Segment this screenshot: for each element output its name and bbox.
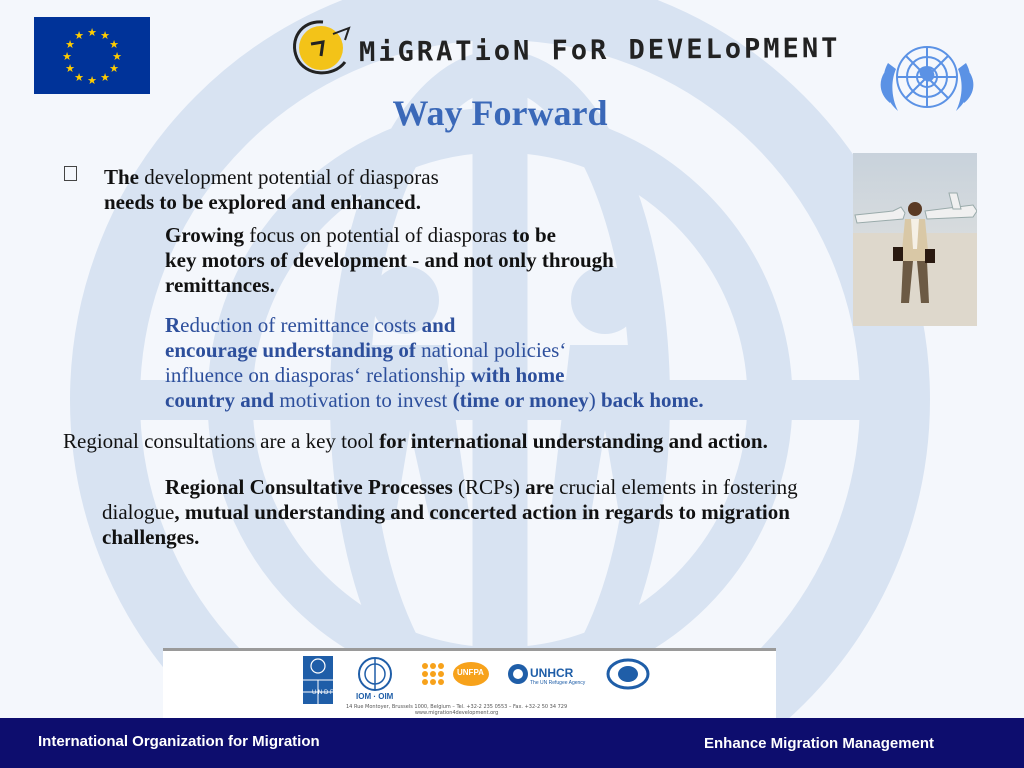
text-bold: key motors of development - and not only through bbox=[165, 248, 614, 272]
svg-text:★: ★ bbox=[100, 71, 110, 84]
undp-label: U N D P bbox=[312, 690, 335, 696]
unfpa-label: UNFPA bbox=[457, 668, 484, 677]
divider bbox=[163, 648, 776, 651]
ilo-logo bbox=[608, 660, 648, 688]
svg-text:★: ★ bbox=[62, 50, 72, 63]
traveler-photo bbox=[853, 153, 977, 326]
sub-point-growing-focus bbox=[165, 223, 614, 298]
svg-text:★: ★ bbox=[112, 50, 122, 63]
footer-bar bbox=[0, 718, 1024, 768]
partner-logos-strip bbox=[163, 648, 776, 720]
text-regular: ) bbox=[588, 388, 601, 412]
text-regular: Regional consultations are a key tool bbox=[63, 429, 380, 453]
text-bold: , mutual understanding and concerted action in regards to migration bbox=[174, 500, 790, 524]
text-regular: (RCPs) bbox=[452, 475, 526, 499]
text-regular: influence on diasporas‘ relationship bbox=[165, 363, 471, 387]
undp-logo bbox=[303, 656, 333, 704]
text-regular: crucial elements in fostering bbox=[553, 475, 798, 499]
regional-consultations-text bbox=[63, 429, 768, 454]
svg-text:★: ★ bbox=[109, 62, 119, 75]
text-regular: focus on potential of diasporas bbox=[243, 223, 513, 247]
unhcr-subtitle: The UN Refugee Agency bbox=[530, 680, 586, 686]
migration-for-development-logo bbox=[283, 12, 841, 84]
svg-text:★: ★ bbox=[74, 71, 84, 84]
text-bold: country and bbox=[165, 388, 275, 412]
footer-organization: International Organization for Migration bbox=[38, 733, 320, 750]
unhcr-label: UNHCR bbox=[530, 666, 574, 680]
svg-text:★: ★ bbox=[100, 29, 110, 42]
text-bold: needs to be explored and enhanced. bbox=[104, 190, 421, 214]
text-bold: back home. bbox=[600, 388, 704, 412]
rcp-paragraph bbox=[102, 475, 798, 550]
text-bold: and bbox=[421, 313, 456, 337]
text-bold: Regional Consultative Processes bbox=[165, 475, 453, 499]
text-bold: encourage understanding of bbox=[165, 338, 416, 362]
text-regular: dialogue bbox=[102, 500, 175, 524]
text-regular: motivation to invest bbox=[274, 388, 453, 412]
text-bold: The bbox=[104, 165, 140, 189]
svg-text:★: ★ bbox=[87, 74, 97, 87]
website-text: www.migration4development.org bbox=[414, 710, 499, 716]
svg-text:★: ★ bbox=[65, 38, 75, 51]
text-bold: for international understanding and action. bbox=[379, 429, 768, 453]
footer-tagline: Enhance Migration Management bbox=[704, 735, 935, 752]
eu-flag-icon bbox=[34, 17, 150, 94]
svg-text:★: ★ bbox=[65, 62, 75, 75]
svg-text:★: ★ bbox=[87, 26, 97, 39]
address-text: 14 Rue Montoyer, Brussels 1000, Belgium – Tel. +32-2 235 0553 – Fax. +32-2 50 34 729 bbox=[346, 704, 568, 710]
slide-title: Way Forward bbox=[392, 93, 608, 133]
iom-logo bbox=[359, 658, 391, 690]
text-bold: Growing bbox=[165, 223, 244, 247]
bullet-text-diasporas bbox=[104, 165, 439, 215]
square-bullet-icon bbox=[64, 166, 77, 181]
text-bold: R bbox=[165, 313, 181, 337]
text-regular: development potential of diasporas bbox=[139, 165, 439, 189]
text-bold: to be bbox=[512, 223, 556, 247]
text-bold: challenges. bbox=[102, 525, 200, 549]
text-bold: (time or money bbox=[452, 388, 589, 412]
text-regular: eduction of remittance costs bbox=[180, 313, 422, 337]
text-bold: remittances. bbox=[165, 273, 275, 297]
iom-label: IOM · OIM bbox=[356, 692, 394, 701]
text-bold: with home bbox=[470, 363, 565, 387]
unhcr-logo bbox=[508, 664, 528, 684]
svg-text:★: ★ bbox=[109, 38, 119, 51]
sub-point-remittance-costs bbox=[165, 313, 704, 413]
svg-text:★: ★ bbox=[74, 29, 84, 42]
address-line bbox=[346, 704, 567, 716]
logo-text: MiGRATioN FoR DEVELoPMENT bbox=[358, 32, 841, 69]
text-regular: national policies‘ bbox=[415, 338, 567, 362]
text-bold: are bbox=[525, 475, 554, 499]
